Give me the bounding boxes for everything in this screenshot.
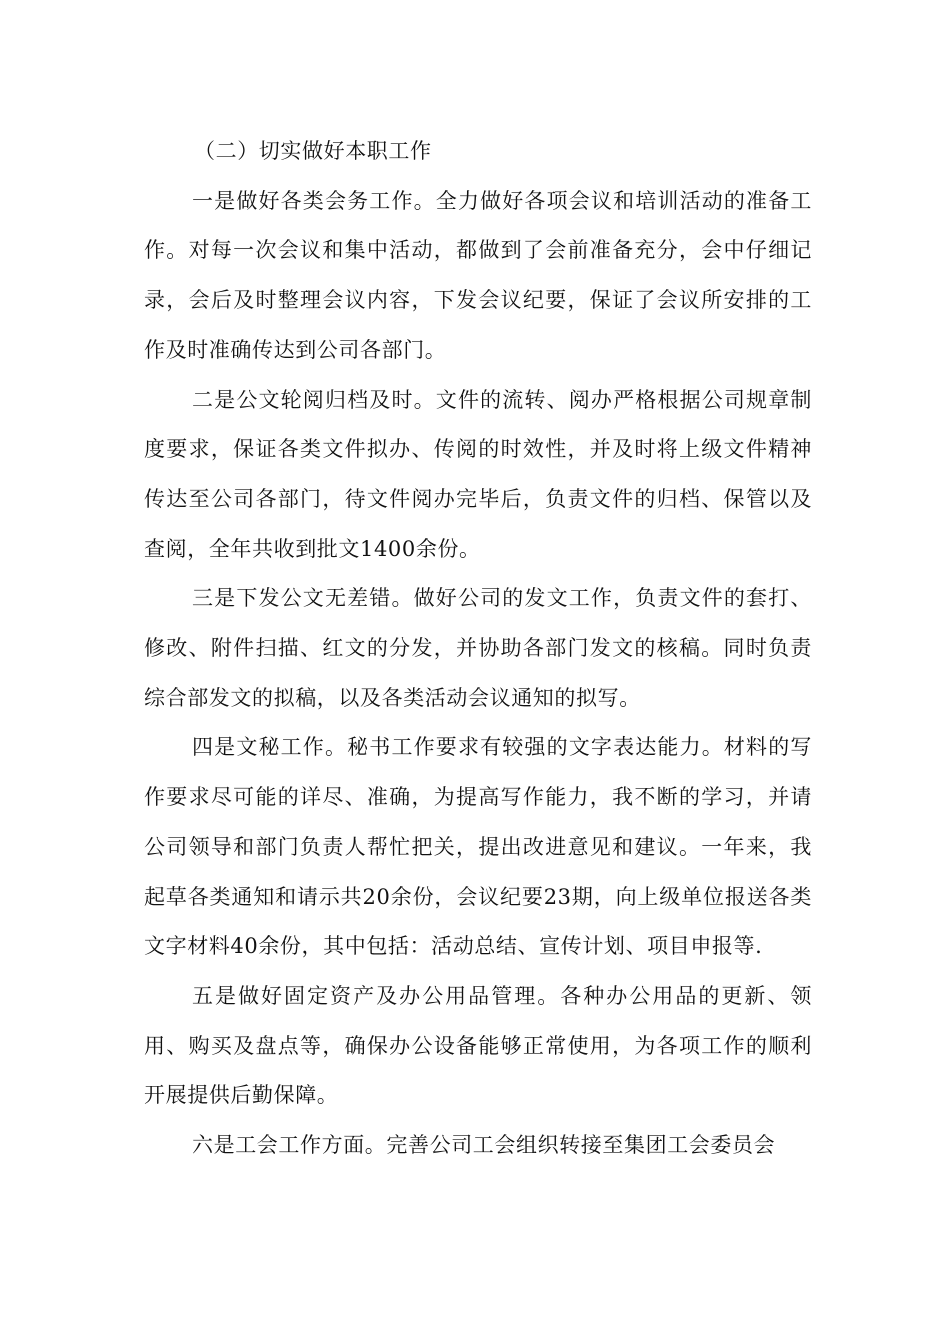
paragraph-union-work: 六是工会工作方面。完善公司工会组织转接至集团工会委员会 (192, 1133, 776, 1158)
paragraph-meeting-work: 一是做好各类会务工作。全力做好各项会议和培训活动的准备工作。对每一次会议和集中活动，都做到了会前准备充分，会中仔细记录，会后及时整理会议内容，下发会议纪要，保证了会议所安排的工作及时准确传达到公司各部门。 (144, 188, 812, 362)
section-heading: （二）切实做好本职工作 (194, 139, 432, 163)
document-body (144, 127, 812, 1171)
paragraph-document-archiving: 二是公文轮阅归档及时。文件的流转、阅办严格根据公司规章制度要求，保证各类文件拟办、传阅的时效性，并及时将上级文件精神传达至公司各部门，待文件阅办完毕后，负责文件的归档、保管以及查阅，全年共收到批文1400余份。 (144, 387, 812, 561)
paragraph-asset-management: 五是做好固定资产及办公用品管理。各种办公用品的更新、领用、购买及盘点等，确保办公设备能够正常使用，为各项工作的顺利开展提供后勤保障。 (144, 983, 812, 1108)
paragraph-document-issuing: 三是下发公文无差错。做好公司的发文工作，负责文件的套打、修改、附件扫描、红文的分发，并协助各部门发文的核稿。同时负责综合部发文的拟稿，以及各类活动会议通知的拟写。 (144, 586, 812, 710)
paragraph-secretarial-work: 四是文秘工作。秘书工作要求有较强的文字表达能力。材料的写作要求尽可能的详尽、准确，为提高写作能力，我不断的学习，并请公司领导和部门负责人帮忙把关，提出改进意见和建议。一年来，我起草各类通知和请示共20余份，会议纪要23期，向上级单位报送各类文字材料40余份，其中包括：活动总结、宣传计划、项目申报等. (144, 735, 812, 959)
